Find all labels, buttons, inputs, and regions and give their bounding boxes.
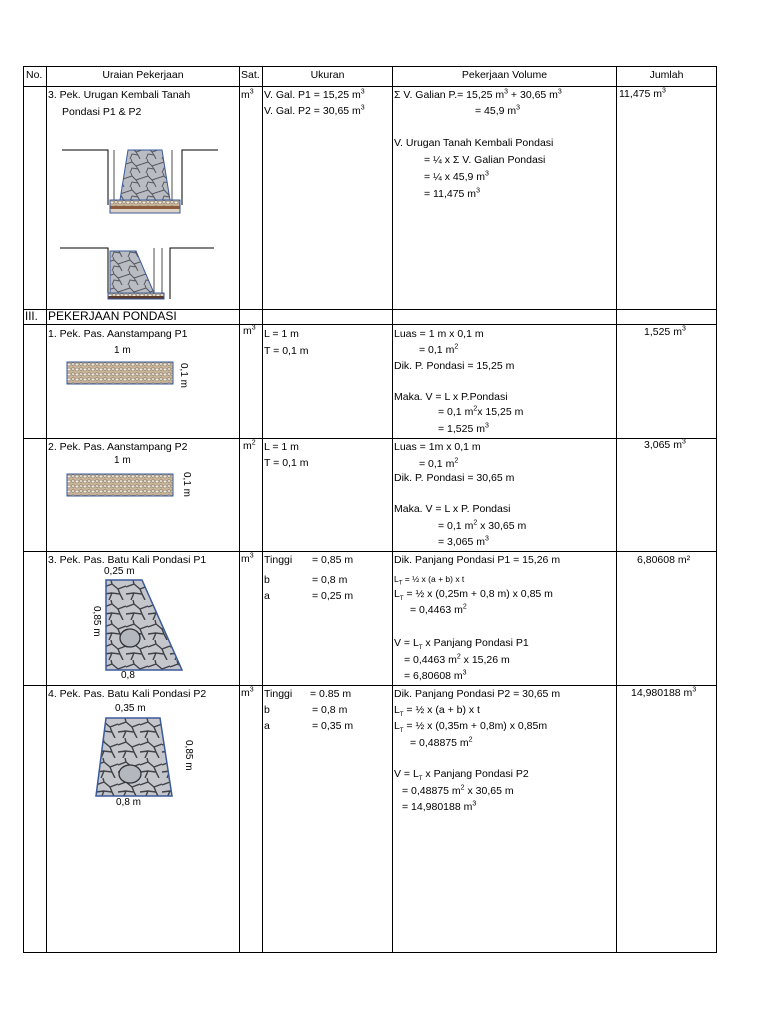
bk2-vol4: = 0,48875 $m^2$ — [410, 736, 473, 749]
bk2-uk3-value: = 0,35 m — [312, 720, 354, 732]
section-number: III. — [25, 311, 38, 323]
bk2-vol5: $V = L_T$ x Panjang Pondasi P2 — [394, 768, 529, 783]
row-border-bk2 — [23, 685, 717, 686]
col-border-left — [23, 66, 24, 953]
p2-jumlah: 3,065 $m^3$ — [644, 438, 686, 451]
col-border-volume — [616, 66, 617, 953]
p1-vol4: Maka. V = L x P.Pondasi — [394, 391, 508, 403]
p1-vol1: Luas = 1 m x 0,1 m — [394, 328, 484, 340]
p2-dim-width: 1 m — [114, 455, 131, 466]
p2-vol4: Maka. V = L x P. Pondasi — [394, 503, 511, 515]
p1-vol2: = 0,1 $m^2$ — [419, 343, 459, 356]
col-border-ukuran — [392, 66, 393, 953]
bk1-title: 3. Pek. Pas. Batu Kali Pondasi P1 — [48, 554, 207, 566]
p1-title: 1. Pek. Pas. Aanstampang P1 — [48, 328, 188, 340]
bk1-vol5: $V = L_T$ x Panjang Pondasi P1 — [394, 637, 529, 652]
p1-dim-height: 0,1 m — [178, 363, 189, 389]
header-sat: Sat. — [241, 69, 260, 81]
urugan-vol6: = 11,475 $m^3$ — [424, 187, 480, 200]
p2-vol3: Dik. P. Pondasi = 30,65 m — [394, 472, 515, 484]
urugan-vol5: = ¼ x 45,9 $m^3$ — [424, 170, 489, 183]
bk2-dim-height: 0,85 m — [183, 740, 194, 771]
urugan-sat: $m^3$ — [241, 88, 254, 101]
p1-jumlah: 1,525 $m^3$ — [644, 325, 686, 338]
p1-uk2: T = 0,1 m — [264, 345, 309, 357]
bk1-uk3-label: a — [264, 590, 270, 602]
bk2-uk2-value: = 0,8 m — [312, 704, 348, 716]
p2-aanstampang-drawing — [67, 474, 173, 496]
p2-uk2: T = 0,1 m — [264, 457, 309, 469]
bk2-title: 4. Pek. Pas. Batu Kali Pondasi P2 — [48, 688, 207, 700]
p2-sat: $m^2$ — [243, 439, 256, 452]
header-no: No. — [26, 69, 43, 81]
bk1-uk1-value: = 0,85 m — [312, 554, 354, 566]
urugan-title: 3. Pek. Urugan Kembali Tanah — [48, 89, 191, 101]
p2-uk1: L = 1 m — [264, 441, 299, 453]
bk1-vol6: = 0,4463 $m^2$ x 15,26 m — [404, 653, 510, 666]
bk1-vol1: Dik. Panjang Pondasi P1 = 15,26 m — [394, 554, 561, 566]
header-ukuran: Ukuran — [310, 69, 345, 81]
bk2-sat: $m^3$ — [241, 686, 254, 699]
header-uraian: Uraian Pekerjaan — [102, 69, 184, 81]
p2-vol6: = 3,065 $m^3$ — [438, 535, 489, 548]
bk2-jumlah: 14,980188 $m^3$ — [631, 686, 697, 699]
bk2-dim-bottom: 0,8 m — [116, 797, 142, 808]
bk1-uk2-label: b — [264, 574, 270, 586]
urugan-vol2: = 45,9 $m^3$ — [475, 104, 521, 117]
bk2-uk1-label: Tinggi — [264, 688, 293, 700]
urugan-trench-p1-drawing — [62, 145, 218, 217]
header-volume: Pekerjaan Volume — [461, 69, 548, 81]
col-border-right — [716, 66, 717, 953]
bk2-vol3: $L_T$ = ½ x (0,35m + 0,8m) x 0,85m — [394, 720, 548, 735]
row-border-p1 — [23, 324, 717, 325]
bk1-dim-bottom: 0,8 — [121, 670, 135, 681]
urugan-vol3: V. Urugan Tanah Kembali Pondasi — [394, 137, 554, 149]
bk2-stone-foundation-drawing — [96, 718, 176, 798]
bk1-dim-top: 0,25 m — [104, 566, 135, 577]
p1-vol5: = 0,1 $m^2x$ 15,25 m — [438, 405, 524, 418]
bk1-vol2: $L_T$ = ½ x (a + b) x t — [394, 574, 465, 587]
p1-aanstampang-drawing — [67, 362, 173, 384]
bk1-uk2-value: = 0,8 m — [312, 574, 348, 586]
bk2-uk3-label: a — [264, 720, 270, 732]
p2-title: 2. Pek. Pas. Aanstampang P2 — [48, 441, 188, 453]
p1-vol3: Dik. P. Pondasi = 15,25 m — [394, 360, 515, 372]
row-border-header — [23, 86, 717, 87]
bk1-stone-foundation-drawing — [104, 580, 184, 672]
p1-uk1: L = 1 m — [264, 328, 299, 340]
p2-vol1: Luas = 1m x 0,1 m — [394, 441, 481, 453]
bk1-jumlah: 6,80608 m² — [637, 554, 691, 566]
bk2-vol7: = 14,980188 $m^3$ — [402, 800, 477, 813]
urugan-jumlah: 11,475 $m^3$ — [619, 87, 666, 100]
row-border-top — [23, 66, 717, 67]
bk2-uk1-value: = 0.85 m — [310, 688, 352, 700]
bk2-vol2: $L_T$ = ½ x (a + b) x t — [394, 704, 480, 719]
bk1-uk3-value: = 0,25 m — [312, 590, 354, 602]
col-border-uraian — [239, 66, 240, 953]
bk2-dim-top: 0,35 m — [115, 703, 146, 714]
col-border-no — [46, 66, 47, 953]
p1-dim-width: 1 m — [114, 345, 131, 356]
row-border-bottom — [23, 952, 717, 953]
col-border-sat — [262, 66, 263, 953]
section-title: PEKERJAAN PONDASI — [48, 309, 177, 323]
urugan-trench-p2-drawing — [60, 243, 216, 305]
p1-vol6: = 1,525 $m^3$ — [438, 422, 489, 435]
p2-vol5: = 0,1 $m^2$ x 30,65 m — [438, 519, 527, 532]
row-border-p2 — [23, 438, 717, 439]
bk1-vol7: = 6,80608 $m^3$ — [404, 669, 467, 682]
p2-dim-height: 0,1 m — [181, 472, 192, 498]
urugan-vol1: Σ V. Galian P.= 15,25 $m^3 + 30,65$ $m^3$ — [394, 88, 562, 101]
p2-vol2: = 0,1 $m^2$ — [419, 457, 459, 470]
urugan-uk1: V. Gal. P1 = 15,25 $m^3$ — [264, 88, 365, 101]
bk1-vol4: = 0,4463 $m^2$ — [410, 603, 467, 616]
urugan-vol4: = ¼ x Σ V. Galian Pondasi — [424, 154, 546, 166]
p1-sat: $m^3$ — [243, 324, 256, 337]
bk2-vol1: Dik. Panjang Pondasi P2 = 30,65 m — [394, 688, 561, 700]
header-jumlah: Jumlah — [649, 69, 684, 81]
urugan-subtitle: Pondasi P1 & P2 — [62, 106, 142, 118]
bk2-vol6: = 0,48875 $m^2$ x 30,65 m — [402, 784, 514, 797]
bk1-sat: $m^3$ — [241, 552, 254, 565]
urugan-uk2: V. Gal. P2 = 30,65 $m^3$ — [264, 104, 365, 117]
bk1-dim-height: 0,85 m — [91, 606, 102, 637]
row-border-bk1 — [23, 551, 717, 552]
bk2-uk2-label: b — [264, 704, 270, 716]
bk1-uk1-label: Tinggi — [264, 554, 293, 566]
bk1-vol3: $L_T$ = ½ x (0,25m + 0,8 m) x 0,85 m — [394, 588, 553, 603]
